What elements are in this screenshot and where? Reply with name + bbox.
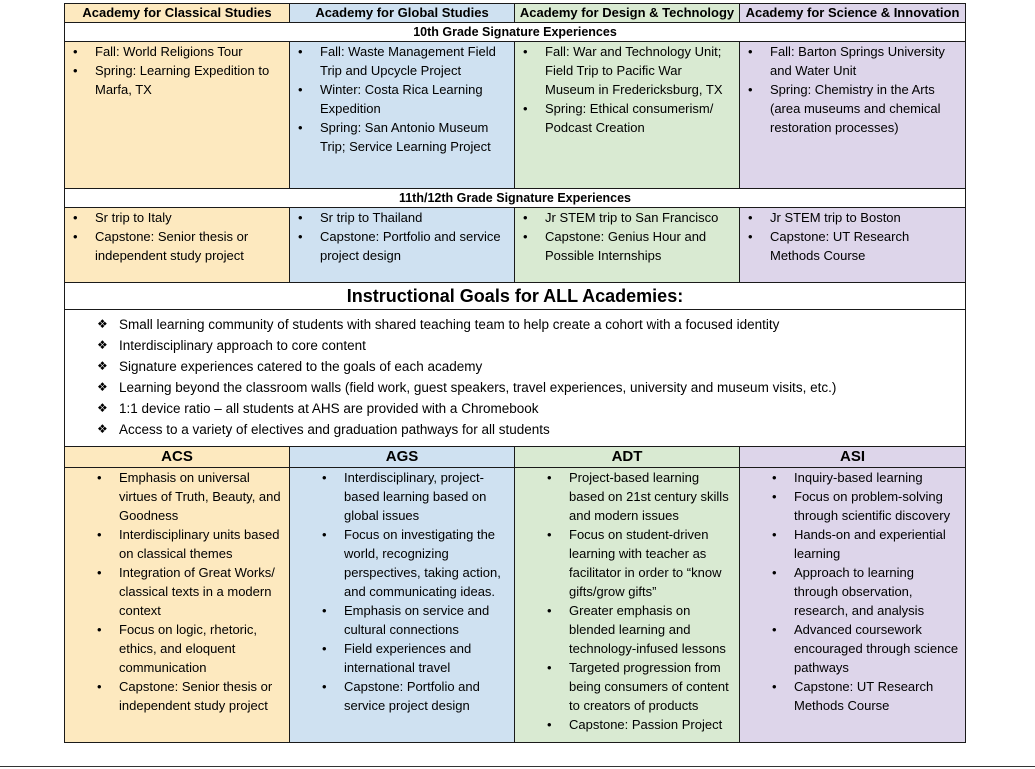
goal-item: ❖ 1:1 device ratio – all students at AHS are provided with a Chromebook xyxy=(65,398,965,419)
list-item: • Emphasis on universal virtues of Truth, Beauty, and Goodness xyxy=(65,468,289,525)
list-item: • Capstone: Portfolio and service project design xyxy=(290,677,514,715)
list-item: • Hands-on and experiential learning xyxy=(740,525,965,563)
list-item: • Spring: Chemistry in the Arts (area museums and chemical restoration processes) xyxy=(740,80,965,137)
list-item: • Advanced coursework encouraged through science pathways xyxy=(740,620,965,677)
abbr-adt: ADT xyxy=(515,447,740,468)
list-item: • Capstone: Passion Project xyxy=(515,715,739,734)
academies-document xyxy=(64,3,965,743)
page-bottom-rule xyxy=(0,766,1035,767)
abbr-ags: AGS xyxy=(290,447,515,468)
list-item: • Fall: World Religions Tour xyxy=(65,42,289,61)
header-design-tech: Academy for Design & Technology xyxy=(515,4,740,23)
upper-grade-band xyxy=(65,189,966,208)
list-item: • Focus on investigating the world, recognizing perspectives, taking action, and communicating ideas. xyxy=(290,525,514,601)
list-item: • Jr STEM trip to San Francisco xyxy=(515,208,739,227)
abbreviation-row xyxy=(65,447,966,468)
list-item: • Inquiry-based learning xyxy=(740,468,965,487)
list-item: • Jr STEM trip to Boston xyxy=(740,208,965,227)
goals-title-row xyxy=(65,283,966,310)
upper-grade-title: 11th/12th Grade Signature Experiences xyxy=(65,189,966,208)
tenth-asi-cell xyxy=(740,42,966,189)
academies-table xyxy=(64,3,966,743)
upper-ags-cell xyxy=(290,208,515,283)
goal-item: ❖ Access to a variety of electives and graduation pathways for all students xyxy=(65,419,965,440)
abbr-acs: ACS xyxy=(65,447,290,468)
list-item: • Greater emphasis on blended learning and technology-infused lessons xyxy=(515,601,739,658)
list-item: • Approach to learning through observation, research, and analysis xyxy=(740,563,965,620)
list-item: • Focus on logic, rhetoric, ethics, and eloquent communication xyxy=(65,620,289,677)
list-item: • Project-based learning based on 21st century skills and modern issues xyxy=(515,468,739,525)
list-item: • Capstone: Senior thesis or independent study project xyxy=(65,677,289,715)
tenth-grade-band xyxy=(65,23,966,42)
list-item: • Capstone: UT Research Methods Course xyxy=(740,677,965,715)
tenth-grade-row xyxy=(65,42,966,189)
focus-adt-cell xyxy=(515,468,740,743)
focus-ags-cell xyxy=(290,468,515,743)
list-item: • Capstone: Portfolio and service project design xyxy=(290,227,514,265)
list-item: • Capstone: Genius Hour and Possible Internships xyxy=(515,227,739,265)
goals-row xyxy=(65,310,966,447)
goal-item: ❖ Small learning community of students with shared teaching team to help create a cohort with a focused identity xyxy=(65,314,965,335)
list-item: • Spring: Learning Expedition to Marfa, TX xyxy=(65,61,289,99)
list-item: • Sr trip to Thailand xyxy=(290,208,514,227)
list-item: • Spring: San Antonio Museum Trip; Service Learning Project xyxy=(290,118,514,156)
header-global: Academy for Global Studies xyxy=(290,4,515,23)
list-item: • Integration of Great Works/ classical texts in a modern context xyxy=(65,563,289,620)
list-item: • Winter: Costa Rica Learning Expedition xyxy=(290,80,514,118)
goal-item: ❖ Signature experiences catered to the goals of each academy xyxy=(65,356,965,377)
upper-grade-row xyxy=(65,208,966,283)
list-item: • Fall: Barton Springs University and Water Unit xyxy=(740,42,965,80)
goal-item: ❖ Learning beyond the classroom walls (field work, guest speakers, travel experiences, university and museum visits, etc.) xyxy=(65,377,965,398)
list-item: • Spring: Ethical consumerism/ Podcast Creation xyxy=(515,99,739,137)
goal-item: ❖ Interdisciplinary approach to core content xyxy=(65,335,965,356)
tenth-acs-cell xyxy=(65,42,290,189)
list-item: • Capstone: Senior thesis or independent study project xyxy=(65,227,289,265)
list-item: • Interdisciplinary units based on classical themes xyxy=(65,525,289,563)
focus-row xyxy=(65,468,966,743)
list-item: • Emphasis on service and cultural connections xyxy=(290,601,514,639)
tenth-adt-cell xyxy=(515,42,740,189)
academy-header-row xyxy=(65,4,966,23)
header-science-innovation: Academy for Science & Innovation xyxy=(740,4,966,23)
upper-asi-cell xyxy=(740,208,966,283)
abbr-asi: ASI xyxy=(740,447,966,468)
list-item: • Capstone: UT Research Methods Course xyxy=(740,227,965,265)
list-item: • Focus on problem-solving through scientific discovery xyxy=(740,487,965,525)
list-item: • Field experiences and international travel xyxy=(290,639,514,677)
list-item: • Targeted progression from being consumers of content to creators of products xyxy=(515,658,739,715)
goals-title: Instructional Goals for ALL Academies: xyxy=(65,283,966,310)
list-item: • Focus on student-driven learning with teacher as facilitator in order to “know gifts/grow gifts” xyxy=(515,525,739,601)
tenth-grade-title: 10th Grade Signature Experiences xyxy=(65,23,966,42)
list-item: • Fall: War and Technology Unit; Field Trip to Pacific War Museum in Fredericksburg, TX xyxy=(515,42,739,99)
list-item: • Sr trip to Italy xyxy=(65,208,289,227)
header-classical: Academy for Classical Studies xyxy=(65,4,290,23)
goals-cell xyxy=(65,310,966,447)
upper-acs-cell xyxy=(65,208,290,283)
focus-asi-cell xyxy=(740,468,966,743)
tenth-ags-cell xyxy=(290,42,515,189)
focus-acs-cell xyxy=(65,468,290,743)
list-item: • Interdisciplinary, project-based learning based on global issues xyxy=(290,468,514,525)
list-item: • Fall: Waste Management Field Trip and Upcycle Project xyxy=(290,42,514,80)
upper-adt-cell xyxy=(515,208,740,283)
